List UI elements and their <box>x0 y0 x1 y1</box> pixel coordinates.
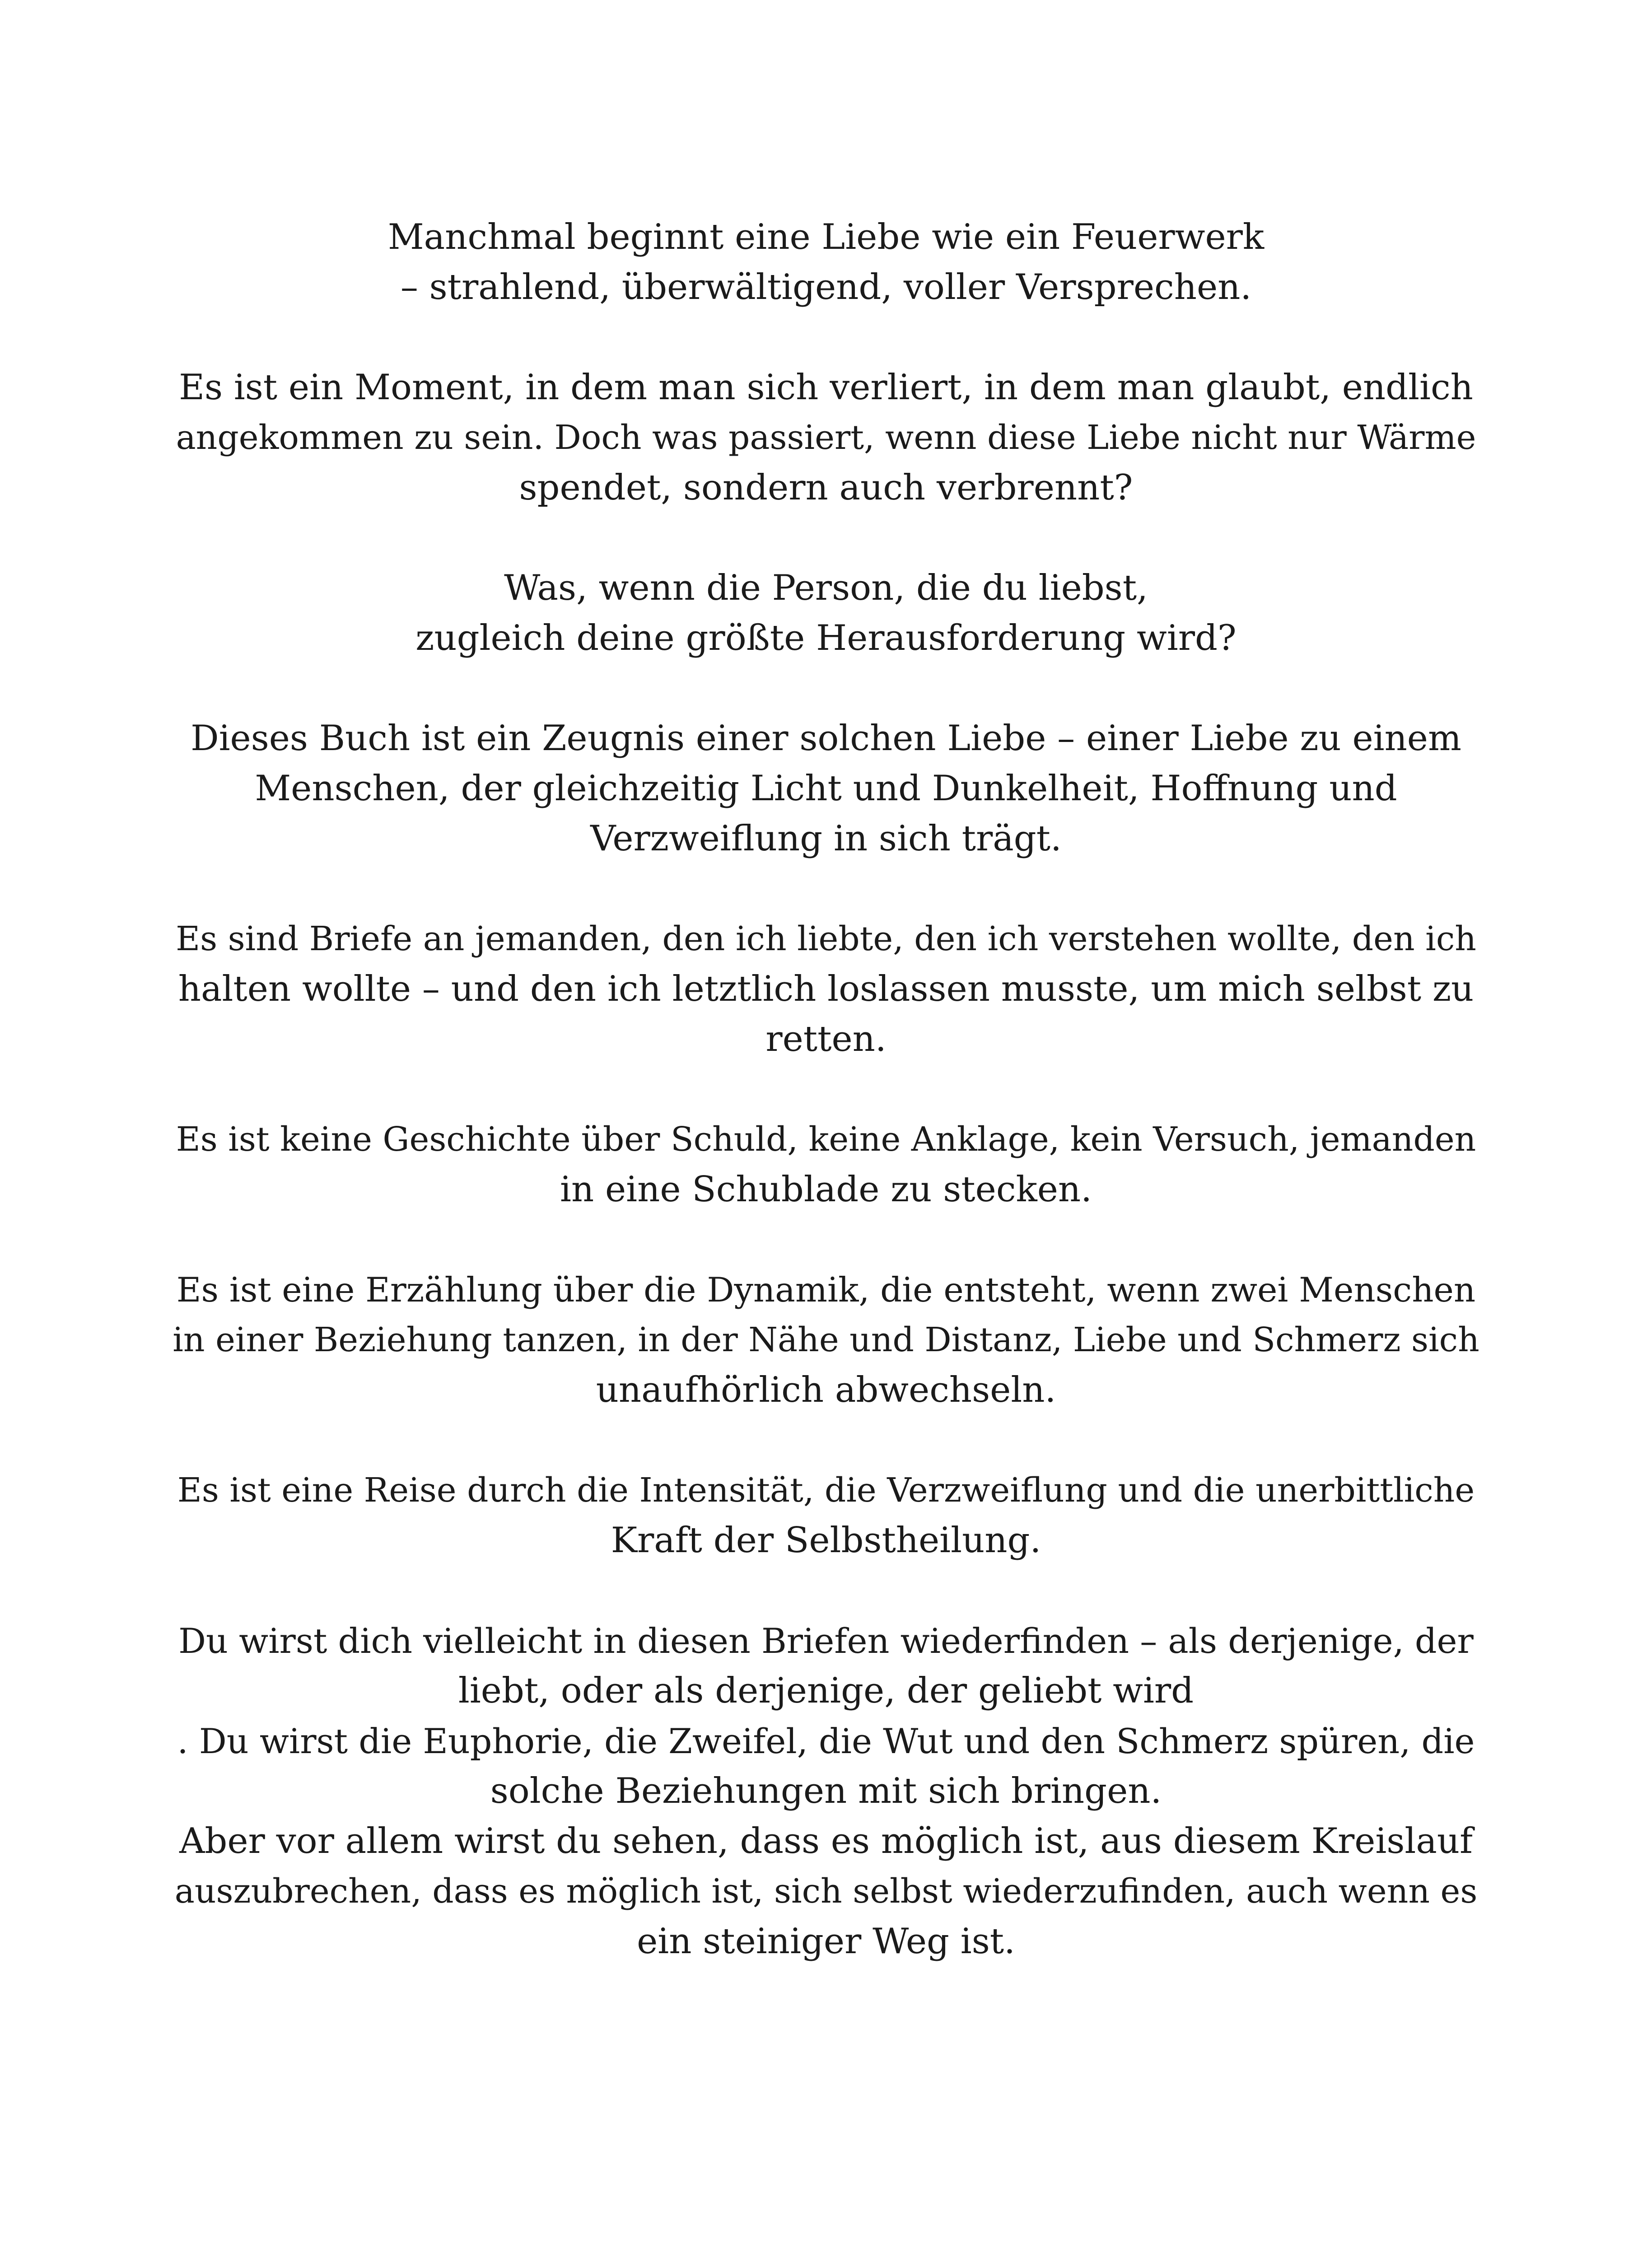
text-line: Es ist keine Geschichte über Schuld, keine Anklage, kein Versuch, jemanden <box>176 1120 1476 1159</box>
paragraph-spacer <box>172 663 1480 714</box>
text-line: Verzweiflung in sich trägt. <box>590 818 1062 859</box>
paragraph-8 <box>172 1465 1480 1566</box>
text-line: liebt, oder als derjenige, der geliebt wird <box>458 1670 1194 1711</box>
text-line: Aber vor allem wirst du sehen, dass es möglich ist, aus diesem Kreislauf <box>179 1821 1473 1861</box>
text-line: in eine Schublade zu stecken. <box>560 1169 1092 1210</box>
text-line: spendet, sondern auch verbrennt? <box>519 467 1133 508</box>
text-line: Es ist ein Moment, in dem man sich verliert, in dem man glaubt, endlich <box>179 367 1473 408</box>
text-line: Es ist eine Reise durch die Intensität, die Verzweiflung und die unerbittliche <box>177 1471 1475 1510</box>
paragraph-1 <box>172 212 1480 313</box>
text-line: auszubrechen, dass es möglich ist, sich selbst wiederzufinden, auch wenn es <box>174 1872 1478 1911</box>
paragraph-6 <box>172 1115 1480 1215</box>
text-line: Es sind Briefe an jemanden, den ich liebte, den ich verstehen wollte, den ich <box>176 919 1476 958</box>
text-line: ein steiniger Weg ist. <box>637 1921 1015 1962</box>
text-line: Du wirst dich vielleicht in diesen Briefen wiederfinden – als derjenige, der <box>178 1621 1474 1661</box>
paragraph-spacer <box>172 1064 1480 1115</box>
text-line: unaufhörlich abwechseln. <box>596 1370 1056 1410</box>
paragraph-spacer <box>172 864 1480 914</box>
paragraph-spacer <box>172 1415 1480 1465</box>
text-line: . Du wirst die Euphorie, die Zweifel, die Wut und den Schmerz spüren, die <box>177 1721 1475 1761</box>
text-line: – strahlend, überwältigend, voller Versprechen. <box>400 267 1252 308</box>
text-line: halten wollte – und den ich letztlich loslassen musste, um mich selbst zu <box>178 969 1474 1009</box>
paragraph-spacer <box>172 1215 1480 1265</box>
text-line: Manchmal beginnt eine Liebe wie ein Feuerwerk <box>387 217 1265 257</box>
paragraph-7 <box>172 1265 1480 1415</box>
paragraph-5 <box>172 914 1480 1064</box>
paragraph-2 <box>172 363 1480 513</box>
text-line: Dieses Buch ist ein Zeugnis einer solchen Liebe – einer Liebe zu einem <box>191 718 1461 759</box>
paragraph-spacer <box>172 313 1480 363</box>
text-line: angekommen zu sein. Doch was passiert, wenn diese Liebe nicht nur Wärme <box>176 418 1476 457</box>
text-line: retten. <box>765 1019 887 1059</box>
text-line: Kraft der Selbstheilung. <box>611 1520 1041 1561</box>
text-line: in einer Beziehung tanzen, in der Nähe und Distanz, Liebe und Schmerz sich <box>173 1320 1479 1359</box>
paragraph-9 <box>172 1616 1480 1967</box>
paragraph-spacer <box>172 513 1480 563</box>
text-line: Was, wenn die Person, die du liebst, <box>504 568 1148 608</box>
text-line: Es ist eine Erzählung über die Dynamik, die entsteht, wenn zwei Menschen <box>176 1270 1476 1310</box>
document-body <box>172 212 1480 1967</box>
text-line: solche Beziehungen mit sich bringen. <box>490 1771 1162 1811</box>
paragraph-3 <box>172 563 1480 663</box>
paragraph-4 <box>172 714 1480 864</box>
text-line: zugleich deine größte Herausforderung wird? <box>415 618 1237 658</box>
paragraph-spacer <box>172 1566 1480 1616</box>
text-line: Menschen, der gleichzeitig Licht und Dunkelheit, Hoffnung und <box>255 768 1397 809</box>
